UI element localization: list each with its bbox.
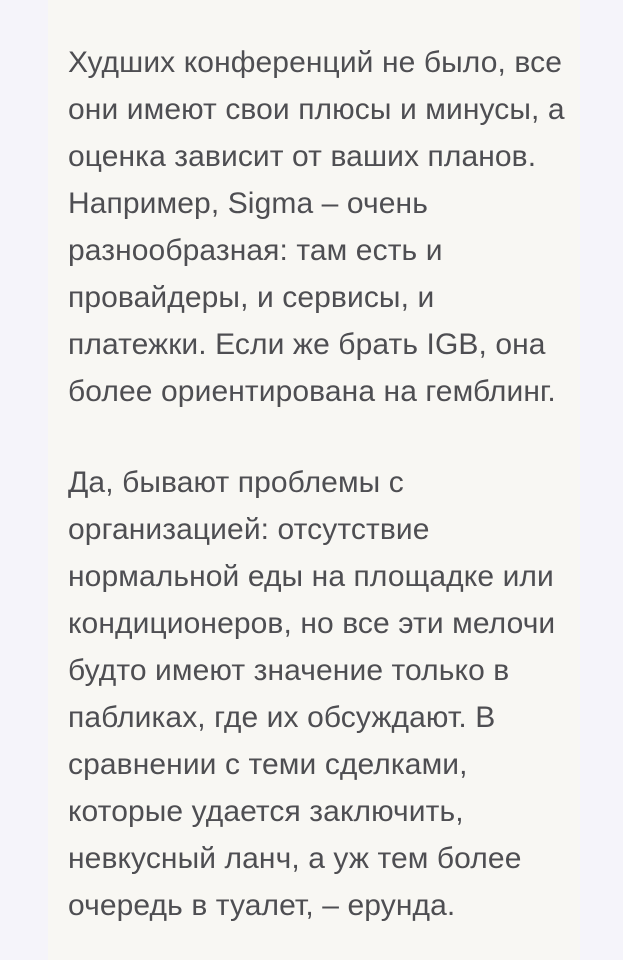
text-line: более ориентирована на гемблинг. [68, 375, 556, 408]
paragraph-2 [68, 459, 570, 929]
text-line: Худших конференций не было, все [68, 46, 562, 79]
text-line: платежки. Если же брать IGB, она [68, 328, 546, 361]
text-line: очередь в туалет, – ерунда. [68, 889, 456, 922]
text-line: Например, Sigma – очень [68, 187, 428, 220]
paragraph-1 [68, 39, 570, 415]
text-line: сравнении с теми сделками, [68, 748, 468, 781]
text-line: будто имеют значение только в [68, 654, 510, 687]
text-line: которые удается заключить, [68, 795, 464, 828]
article-card [48, 0, 580, 960]
text-line: оценка зависит от ваших планов. [68, 140, 537, 173]
text-line: провайдеры, и сервисы, и [68, 281, 435, 314]
text-line: они имеют свои плюсы и минусы, а [68, 93, 565, 126]
text-line: пабликах, где их обсуждают. В [68, 701, 496, 734]
text-line: кондиционеров, но все эти мелочи [68, 607, 556, 640]
text-line: организацией: отсутствие [68, 513, 430, 546]
text-line: разнообразная: там есть и [68, 234, 443, 267]
text-line: Да, бывают проблемы с [68, 466, 404, 499]
text-line: нормальной еды на площадке или [68, 560, 554, 593]
text-line: невкусный ланч, а уж тем более [68, 842, 522, 875]
article-text [48, 0, 580, 929]
